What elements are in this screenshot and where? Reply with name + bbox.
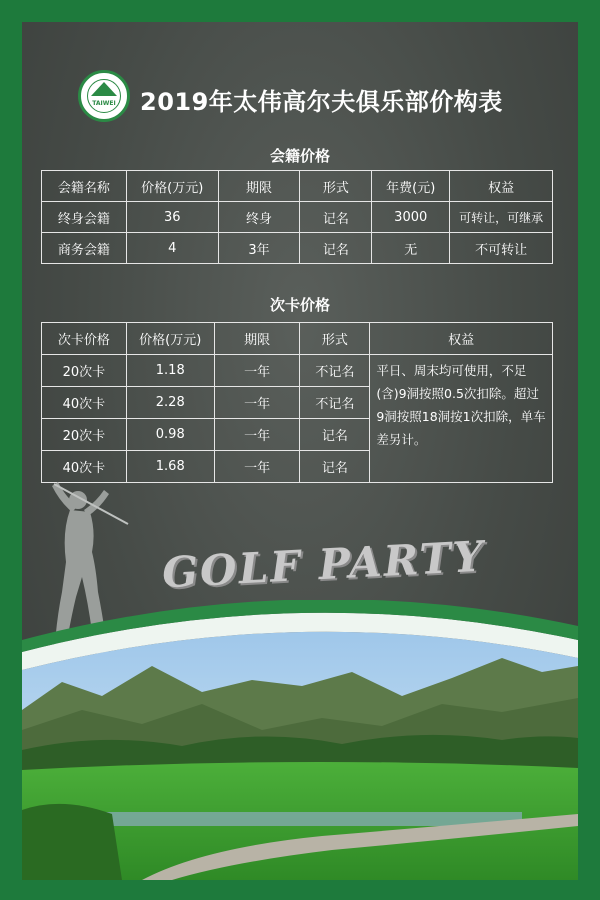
table-cell: 记名 (300, 233, 372, 264)
table-cell: 终身 (218, 202, 300, 233)
cards-heading: 次卡价格 (269, 296, 330, 314)
table-cell: 记名 (300, 202, 372, 233)
header-cell: 形式 (300, 323, 370, 355)
table-header-row (42, 323, 553, 355)
header-cell: 价格(万元) (126, 171, 218, 202)
table-cell: 20次卡 (42, 355, 127, 387)
table-cell: 一年 (214, 355, 300, 387)
table-cell: 3年 (218, 233, 300, 264)
table-row (42, 202, 553, 233)
header-cell: 会籍名称 (42, 171, 127, 202)
header-cell: 权益 (450, 171, 553, 202)
membership-table (41, 170, 553, 264)
table-cell: 20次卡 (42, 419, 127, 451)
table-cell: 0.98 (126, 419, 214, 451)
table-cell: 不记名 (300, 387, 370, 419)
table-cell: 1.18 (126, 355, 214, 387)
membership-heading: 会籍价格 (269, 147, 330, 165)
table-cell: 3000 (372, 202, 450, 233)
table-cell: 40次卡 (42, 451, 127, 483)
table-cell: 40次卡 (42, 387, 127, 419)
cards-table (41, 322, 553, 483)
table-cell: 4 (126, 233, 218, 264)
table-cell: 记名 (300, 419, 370, 451)
table-cell: 可转让，可继承 (450, 202, 553, 233)
header-cell: 年费(元) (372, 171, 450, 202)
table-cell: 记名 (300, 451, 370, 483)
table-cell: 无 (372, 233, 450, 264)
table-cell: 36 (126, 202, 218, 233)
header-cell: 期限 (218, 171, 300, 202)
chalkboard (22, 22, 578, 880)
table-cell: 不记名 (300, 355, 370, 387)
header-cell: 次卡价格 (42, 323, 127, 355)
header-cell: 形式 (300, 171, 372, 202)
table-cell: 不可转让 (450, 233, 553, 264)
club-logo (78, 70, 130, 122)
table-header-row (42, 171, 553, 202)
golf-party-banner: GOLF PARTY (160, 531, 487, 598)
header-cell: 权益 (370, 323, 553, 355)
mountain-icon (91, 82, 117, 96)
table-cell: 一年 (214, 419, 300, 451)
table-cell: 2.28 (126, 387, 214, 419)
table-cell: 一年 (214, 451, 300, 483)
table-row (42, 233, 553, 264)
table-row (42, 355, 553, 387)
page-title: 2019年太伟高尔夫俱乐部价构表 (140, 88, 503, 116)
table-cell: 一年 (214, 387, 300, 419)
header-cell: 价格(万元) (126, 323, 214, 355)
header-cell: 期限 (214, 323, 300, 355)
table-cell: 终身会籍 (42, 202, 127, 233)
table-cell: 1.68 (126, 451, 214, 483)
logo-text: TAIWEI (92, 100, 116, 107)
card-rights: 平日、周末均可使用，不足(含)9洞按照0.5次扣除。超过9洞按照18洞按1次扣除，单车差另计。 (370, 355, 553, 483)
golf-course-scene (22, 600, 578, 880)
table-cell: 商务会籍 (42, 233, 127, 264)
